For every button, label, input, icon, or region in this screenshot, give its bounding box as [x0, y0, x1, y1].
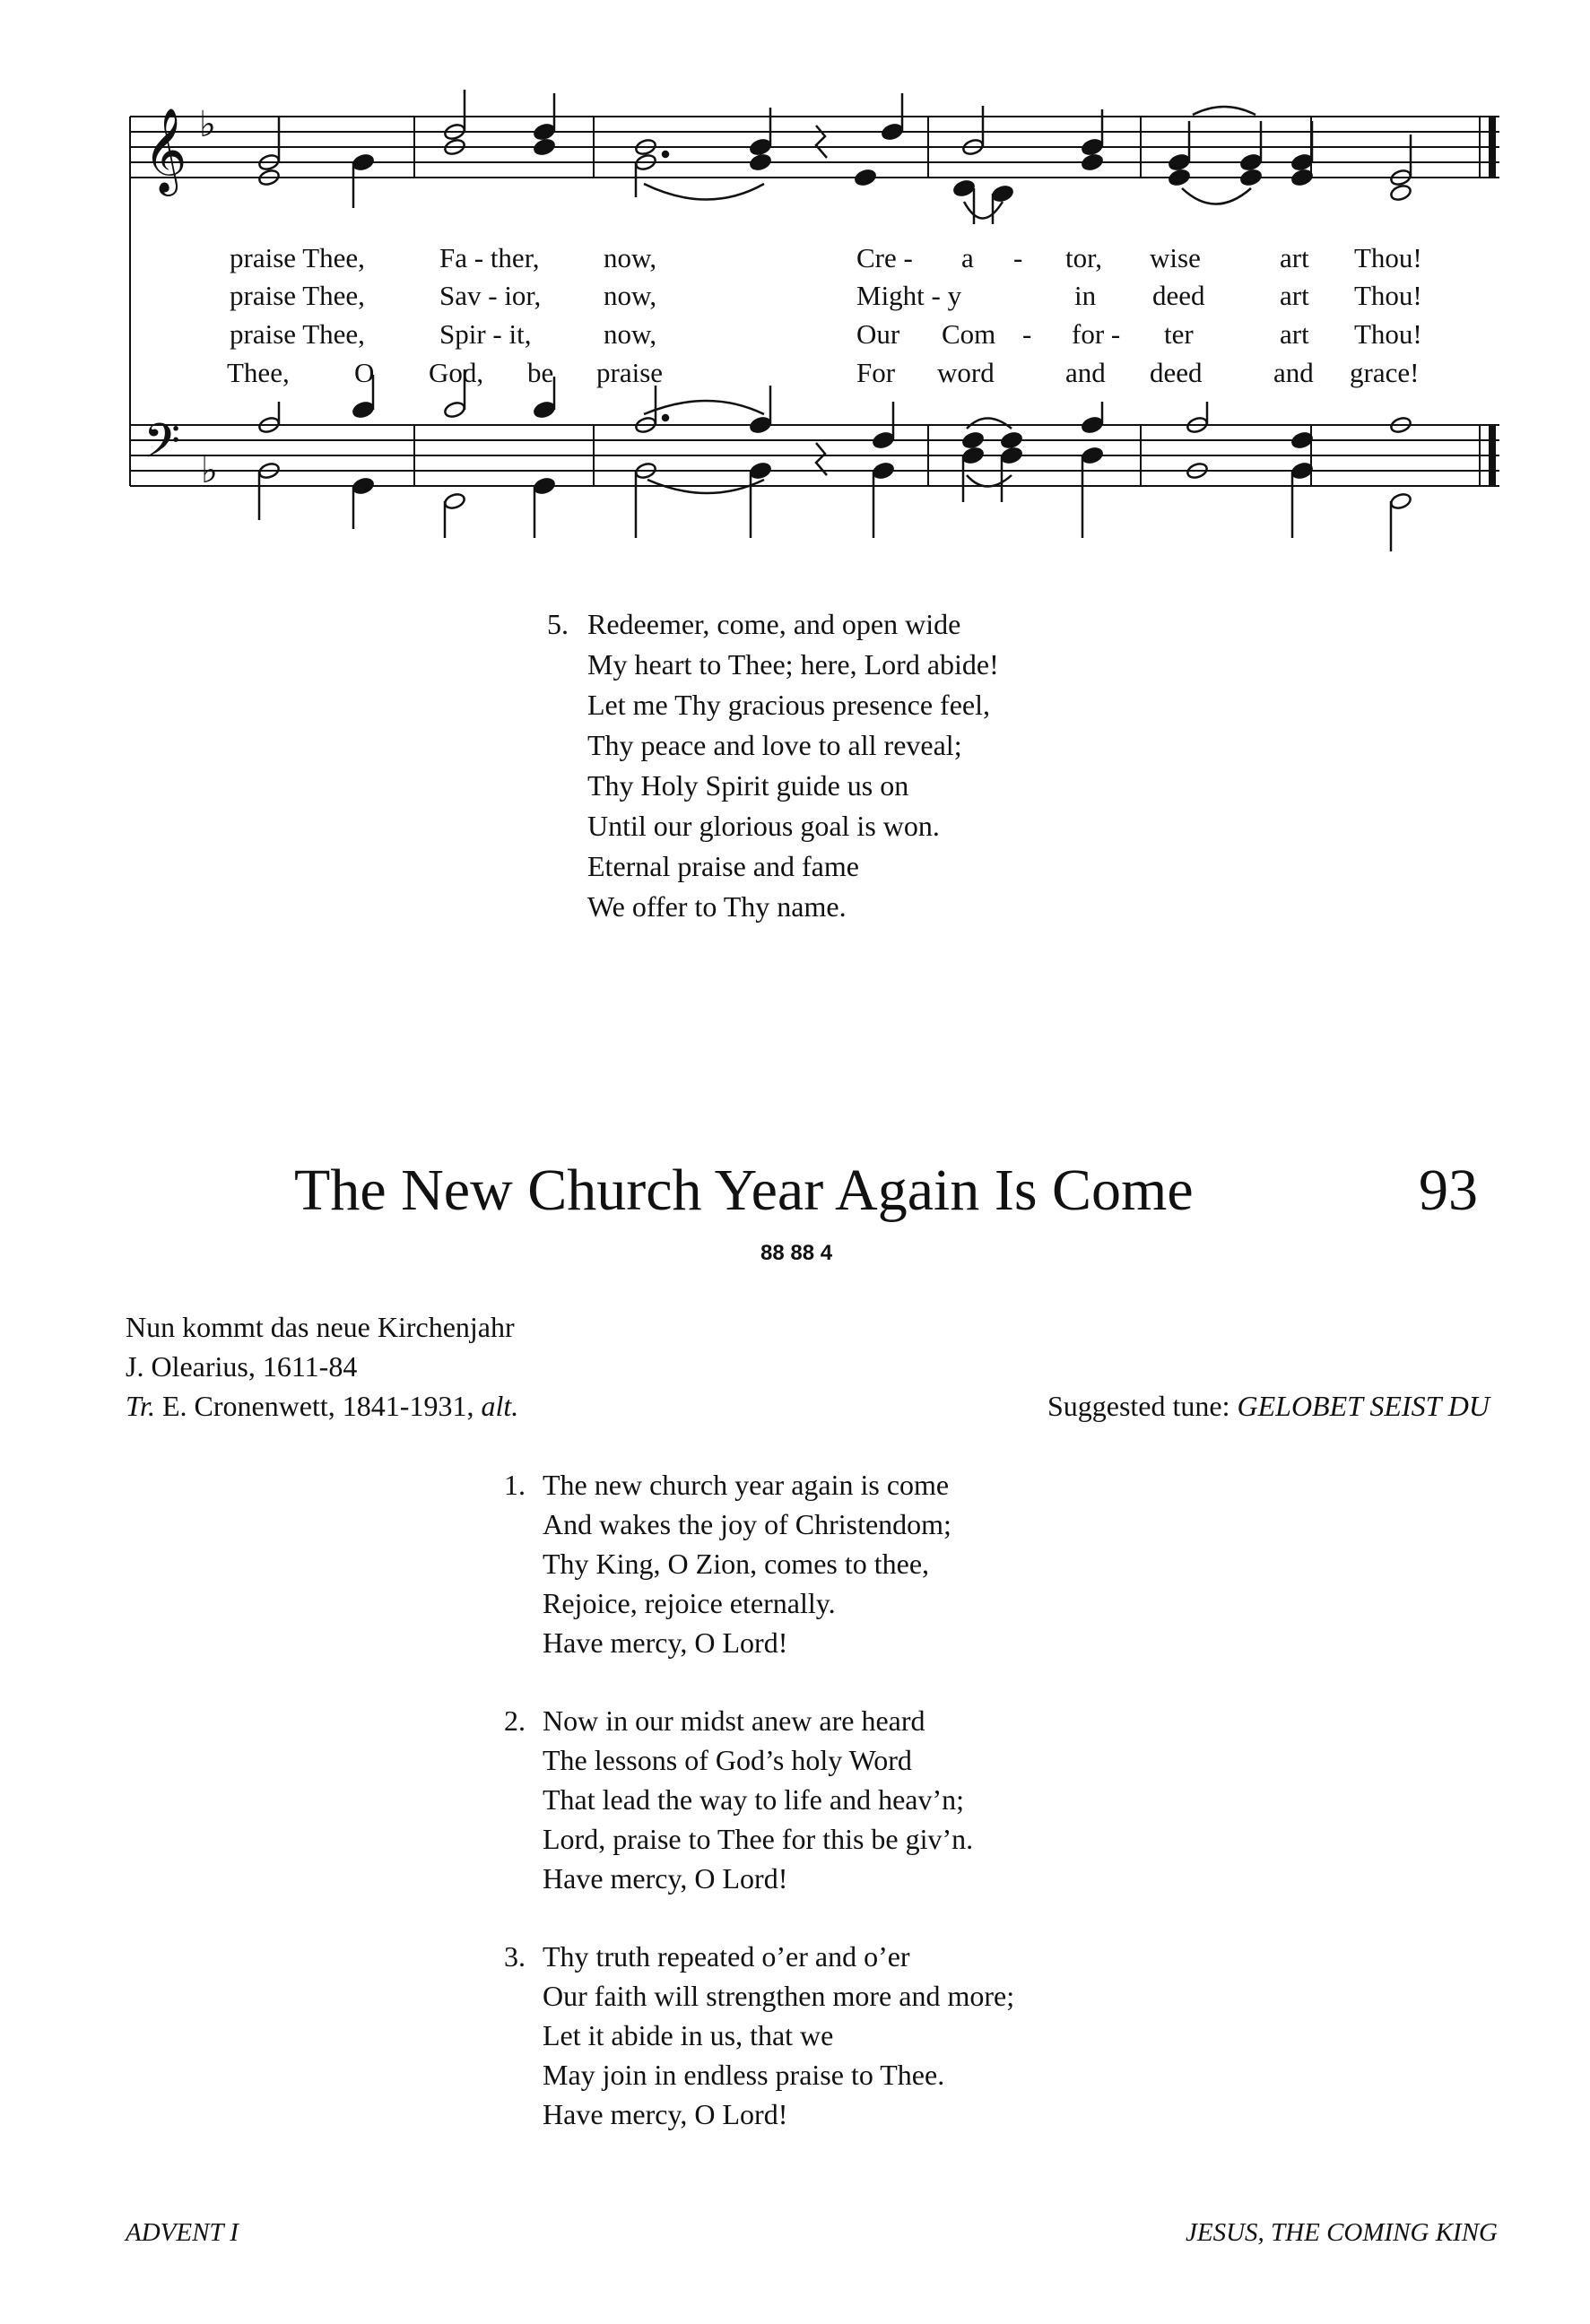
- verse-line: Thy Holy Spirit guide us on: [587, 769, 909, 802]
- lyric-syllable: Our: [856, 318, 900, 350]
- hymn-number: 93: [1419, 1158, 1478, 1223]
- original-title: Nun kommt das neue Kirchenjahr: [126, 1311, 515, 1343]
- verse-line: Rejoice, rejoice eternally.: [543, 1587, 836, 1619]
- lyric-syllable: praise: [596, 357, 664, 388]
- lyric-syllable: God,: [429, 357, 484, 388]
- verse-line: Let it abide in us, that we: [543, 2019, 834, 2051]
- lyric-syllable: a: [961, 242, 974, 273]
- hymn-meter: 88 88 4: [760, 1241, 833, 1265]
- lyric-syllable: -: [1013, 242, 1023, 273]
- lyric-syllable: be: [527, 357, 554, 388]
- verse-line: And wakes the joy of Christendom;: [543, 1508, 951, 1540]
- bass-clef-icon: 𝄢: [143, 414, 181, 481]
- translator-name: E. Cronenwett, 1841-1931,: [154, 1390, 482, 1422]
- footer-section-right: JESUS, THE COMING KING: [1186, 2218, 1498, 2247]
- lyric-syllable: Com: [942, 318, 996, 350]
- verse-line: The lessons of God’s holy Word: [543, 1744, 912, 1776]
- translator-prefix: Tr.: [126, 1390, 155, 1422]
- lyric-syllable: for -: [1072, 318, 1121, 350]
- lyric-syllable: Might - y: [856, 280, 962, 311]
- translator-suffix: alt.: [481, 1390, 519, 1422]
- verse-line: Thy truth repeated o’er and o’er: [543, 1940, 910, 1973]
- lyric-syllable: tor,: [1065, 242, 1102, 273]
- lyric-syllable: word: [937, 357, 995, 388]
- lyric-syllable: art: [1280, 280, 1309, 311]
- suggested-tune: [1047, 1390, 1490, 1423]
- lyric-syllable: Thou!: [1354, 318, 1422, 350]
- lyric-syllable: Sav - ior,: [439, 280, 542, 311]
- lyric-syllable: Fa - ther,: [439, 242, 540, 273]
- verse-number: 3.: [504, 1940, 526, 1973]
- treble-notes: [257, 90, 1412, 224]
- lyric-syllable: Thee,: [227, 357, 290, 388]
- lyric-syllable: praise Thee,: [230, 318, 365, 350]
- flat-key-signature: ♭: [199, 104, 216, 145]
- verse-line: My heart to Thee; here, Lord abide!: [587, 648, 999, 681]
- verse-number: 5.: [547, 608, 569, 640]
- verse-line: Have mercy, O Lord!: [543, 2098, 788, 2130]
- lyric-syllable: and: [1273, 357, 1314, 388]
- lyric-syllable: Cre -: [856, 242, 913, 273]
- lyric-syllable: praise Thee,: [230, 242, 365, 273]
- lyric-syllable: grace!: [1350, 357, 1420, 388]
- tune-label: Suggested tune:: [1047, 1390, 1238, 1422]
- lyric-syllable: O: [354, 357, 375, 388]
- verse-line: Redeemer, come, and open wide: [587, 608, 961, 640]
- lyric-syllable: -: [1022, 318, 1032, 350]
- lyric-syllable: wise: [1150, 242, 1201, 273]
- verse-line: Now in our midst anew are heard: [543, 1704, 925, 1737]
- verse-number: 2.: [504, 1704, 526, 1737]
- lyric-syllable: Thou!: [1354, 242, 1422, 273]
- lyric-syllable: For: [856, 357, 896, 388]
- lyric-syllable: art: [1280, 318, 1309, 350]
- lyric-syllable: praise Thee,: [230, 280, 365, 311]
- verse-line: The new church year again is come: [543, 1469, 950, 1501]
- verse-line: That lead the way to life and heav’n;: [543, 1783, 965, 1816]
- verse-number: 1.: [504, 1469, 526, 1501]
- lyric-syllable: art: [1280, 242, 1309, 273]
- lyric-syllable: and: [1065, 357, 1106, 388]
- verse-line: Until our glorious goal is won.: [587, 810, 940, 842]
- footer-section-left: ADVENT I: [126, 2218, 239, 2247]
- hymn-title: The New Church Year Again Is Come: [294, 1158, 1194, 1223]
- flat-key-signature: ♭: [201, 450, 218, 491]
- verse-line: Thy peace and love to all reveal;: [587, 729, 962, 761]
- verse-line: Let me Thy gracious presence feel,: [587, 689, 990, 721]
- treble-clef-icon: 𝄞: [143, 108, 187, 193]
- verse-line: Thy King, O Zion, comes to thee,: [543, 1548, 930, 1580]
- verse-line: Lord, praise to Thee for this be giv’n.: [543, 1823, 974, 1855]
- lyric-syllable: now,: [604, 318, 657, 350]
- lyric-syllable: in: [1074, 280, 1097, 311]
- lyric-syllable: now,: [604, 242, 657, 273]
- verse-line: Our faith will strengthen more and more;: [543, 1980, 1015, 2012]
- verse-line: May join in endless praise to Thee.: [543, 2059, 945, 2091]
- verse-line: We offer to Thy name.: [587, 890, 847, 923]
- verse-line: Have mercy, O Lord!: [543, 1862, 788, 1895]
- verse-line: Eternal praise and fame: [587, 850, 859, 882]
- bass-notes: [257, 369, 1412, 551]
- lyric-syllable: deed: [1150, 357, 1203, 388]
- lyric-syllable: Spir - it,: [439, 318, 532, 350]
- author: J. Olearius, 1611-84: [126, 1350, 358, 1383]
- lyric-syllable: ter: [1164, 318, 1194, 350]
- lyric-syllable: now,: [604, 280, 657, 311]
- translator: [126, 1390, 518, 1423]
- lyric-syllable: deed: [1152, 280, 1205, 311]
- verse-line: Have mercy, O Lord!: [543, 1626, 788, 1659]
- lyric-syllable: Thou!: [1354, 280, 1422, 311]
- tune-name: GELOBET SEIST DU: [1237, 1390, 1490, 1422]
